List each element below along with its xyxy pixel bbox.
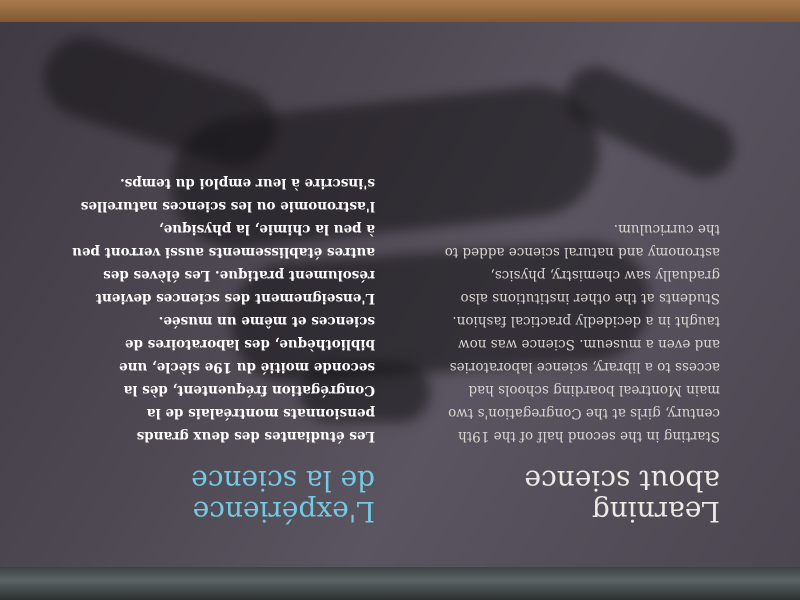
- english-column: [430, 217, 720, 527]
- french-title-line1: L'expérience: [192, 495, 375, 528]
- french-title: [65, 465, 375, 527]
- english-title-line2: about science: [524, 464, 720, 497]
- french-column: [65, 171, 375, 527]
- exhibit-panel: [0, 22, 800, 567]
- upside-down-text-layer: [0, 22, 800, 567]
- french-title-line2: de la science: [191, 464, 375, 497]
- french-body-text: Les étudiantes des deux grands pensionnats montréalais de la Congrégation fréquentent, dès la seconde moitié du 19e siècle, une bibliothèque, des laboratoires de sciences et même un musée. L'enseignement des sciences devient résolument pratique. Les élèves des autres établissements aussi verront peu à peu la chimie, la physique, l'astronomie ou les sciences naturelles s'inscrire à leur emploi du temps.: [72, 175, 375, 444]
- panel-bottom-edge: [0, 567, 800, 600]
- english-title: [430, 465, 720, 527]
- english-title-line1: Learning: [591, 495, 720, 528]
- english-body-text: Starting in the second half of the 19th century, girls at the Congregation's two main Montreal boarding schools had access to a library, science laboratories and even a museum. Science was now taught in a decidedly practical fashion. Students at the other institutions also gradually saw chemistry, physics, astronomy and natural science added to the curriculum.: [444, 221, 720, 444]
